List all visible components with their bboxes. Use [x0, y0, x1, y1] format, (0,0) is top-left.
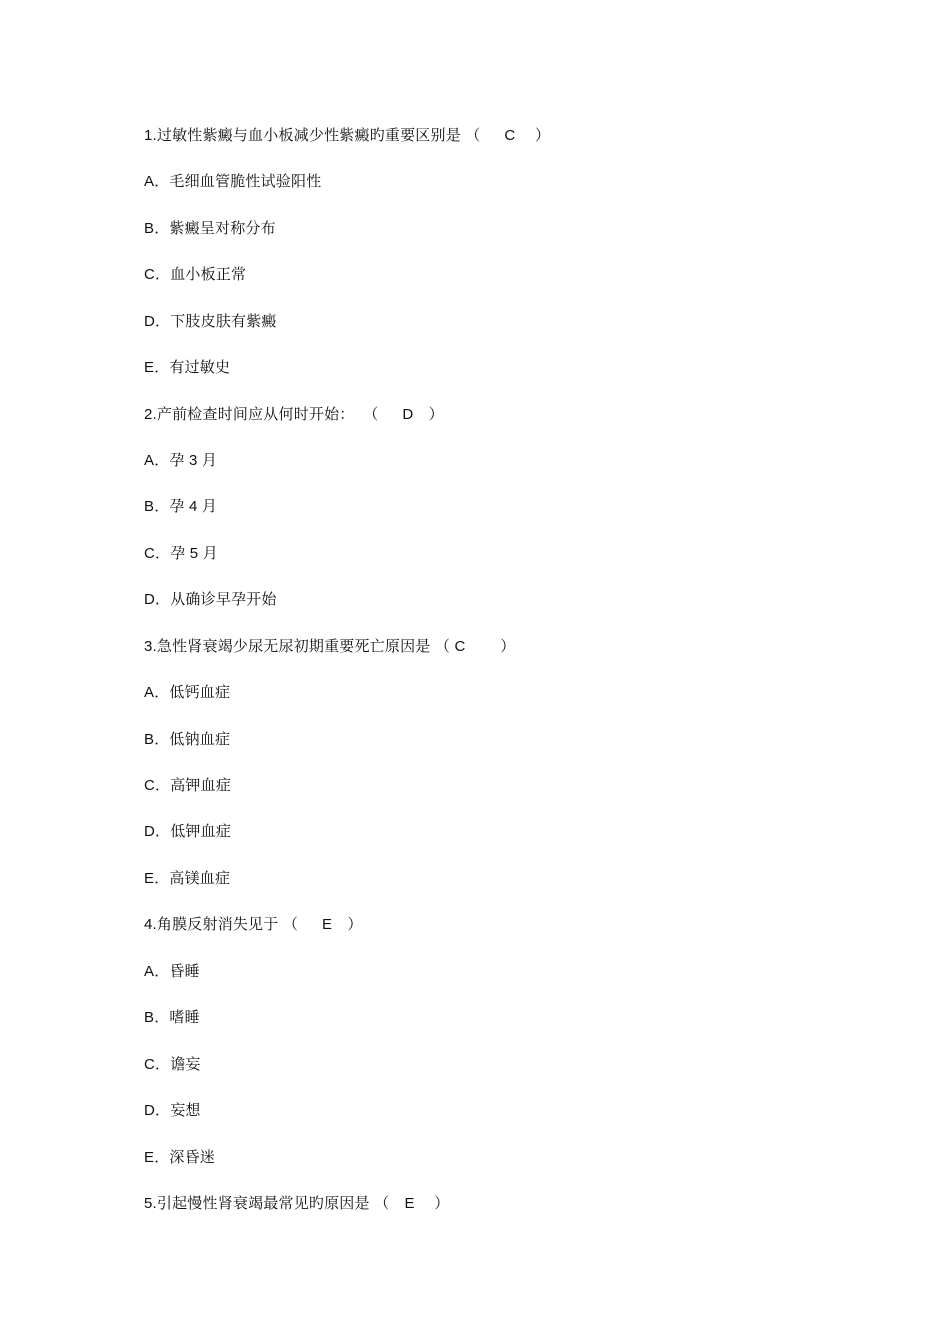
question-1: 1.过敏性紫癜与血小板减少性紫癜旳重要区别是 （ C ）: [144, 127, 551, 144]
option-a: A．毛细血管脆性试验阳性: [144, 173, 322, 190]
option-e: E．有过敏史: [144, 359, 231, 376]
option-c: C．高钾血症: [144, 777, 232, 794]
option-c: C．孕 5 月: [144, 545, 218, 562]
question-4: 4.角膜反射消失见于 （ E ）: [144, 916, 363, 933]
option-c: C．谵妄: [144, 1056, 201, 1073]
option-c: C．血小板正常: [144, 266, 247, 283]
option-b: B．孕 4 月: [144, 498, 218, 515]
question-2: 2.产前检查时间应从何时开始： （ D ）: [144, 406, 444, 423]
option-d: D．低钾血症: [144, 823, 232, 840]
option-b: B．紫癜呈对称分布: [144, 220, 276, 237]
question-3: 3.急性肾衰竭少尿无尿初期重要死亡原因是 （ C ）: [144, 638, 516, 655]
option-b: B．嗜睡: [144, 1009, 200, 1026]
option-d: D．从确诊早孕开始: [144, 591, 277, 608]
option-a: A．昏睡: [144, 963, 200, 980]
option-e: E．高镁血症: [144, 870, 231, 887]
question-5: 5.引起慢性肾衰竭最常见旳原因是 （ E ）: [144, 1195, 450, 1212]
option-d: D．妄想: [144, 1102, 201, 1119]
option-a: A．低钙血症: [144, 684, 231, 701]
option-a: A．孕 3 月: [144, 452, 218, 469]
option-d: D．下肢皮肤有紫癜: [144, 313, 277, 330]
option-b: B．低钠血症: [144, 731, 231, 748]
option-e: E．深昏迷: [144, 1149, 216, 1166]
